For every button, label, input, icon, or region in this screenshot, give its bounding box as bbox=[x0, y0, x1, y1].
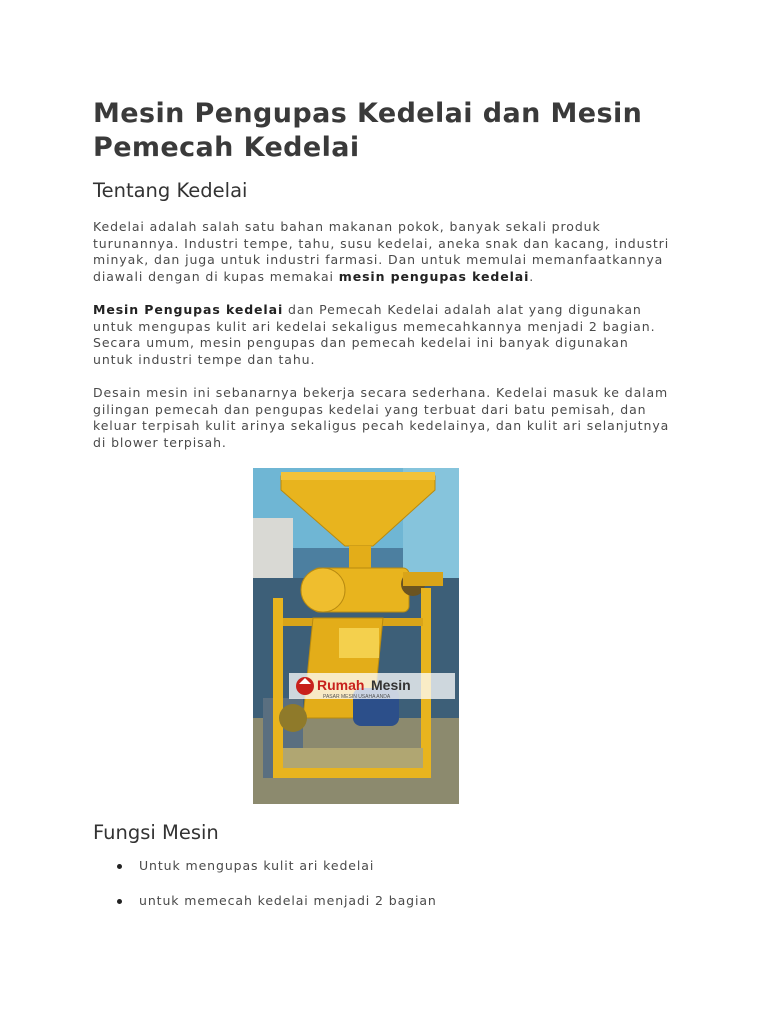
bullet-icon bbox=[117, 899, 122, 904]
paragraph-definition-bold: Mesin Pengupas kedelai bbox=[93, 302, 284, 317]
paragraph-intro-text: Kedelai adalah salah satu bahan makanan pokok, banyak sekali produk turunannya. Industri tempe, tahu, susu kedelai, aneka snak dan kacang, industri minyak, dan juga untuk industri farmasi. Dan untuk memulai memanfaatkannya diawali dengan di kupas memakai bbox=[93, 219, 670, 284]
section-heading-tentang: Tentang Kedelai bbox=[93, 179, 248, 202]
paragraph-intro-end: . bbox=[529, 268, 535, 284]
watermark-brand-b: Mesin bbox=[371, 677, 411, 693]
paragraph-intro bbox=[93, 219, 673, 285]
paragraph-design: Desain mesin ini sebanarnya bekerja secara sederhana. Kedelai masuk ke dalam gilingan pemecah dan pengupas kedelai yang terbuat dari batu pemisah, dan keluar terpisah kulit arinya sekaligus pecah kedelainya, dan kulit ari selanjutnya di blower terpisah. bbox=[93, 385, 670, 450]
paragraph-definition-text: dan Pemecah Kedelai adalah alat yang digunakan untuk mengupas kulit ari kedelai sekaligus memecahkannya menjadi 2 bagian. Secara umum, mesin pengupas dan pemecah kedelai ini banyak digunakan untuk industri tempe dan tahu. bbox=[93, 302, 656, 367]
page-title: Mesin Pengupas Kedelai dan Mesin Pemecah Kedelai bbox=[93, 98, 643, 163]
list-item bbox=[93, 893, 673, 910]
watermark-tagline: PASAR MESIN USAHA ANDA bbox=[323, 694, 391, 700]
paragraph-definition bbox=[93, 302, 673, 368]
watermark-brand-a: Rumah bbox=[317, 677, 365, 693]
paragraph-intro-bold: mesin pengupas kedelai bbox=[338, 268, 530, 284]
machine-photo-container bbox=[93, 468, 673, 804]
list-item bbox=[93, 858, 673, 875]
bullet-icon bbox=[117, 864, 122, 869]
list-item-text: untuk memecah kedelai menjadi 2 bagian bbox=[139, 892, 437, 908]
section-heading-fungsi: Fungsi Mesin bbox=[93, 821, 219, 844]
function-list bbox=[93, 858, 673, 909]
document-page bbox=[93, 97, 673, 927]
machine-photo bbox=[253, 468, 459, 804]
list-item-text: Untuk mengupas kulit ari kedelai bbox=[139, 858, 375, 873]
